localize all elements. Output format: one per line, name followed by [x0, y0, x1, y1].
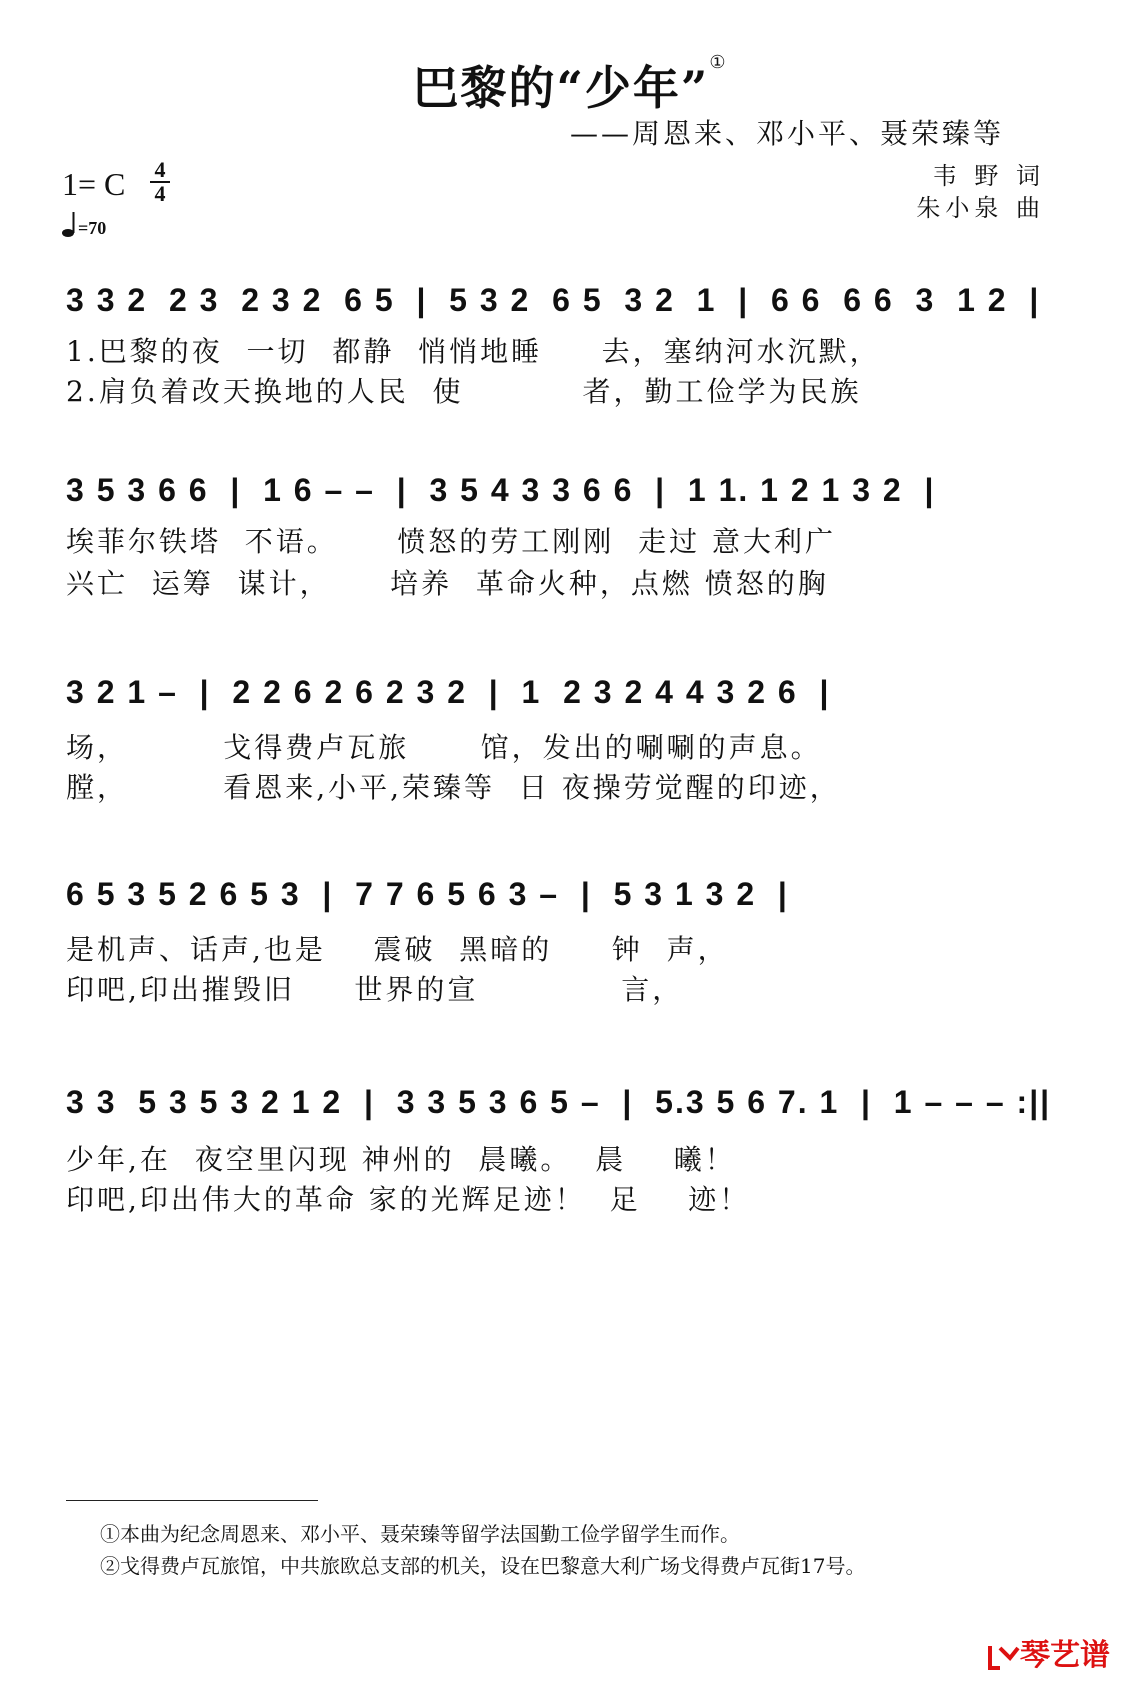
lyric-verse2-line-1: 2.肩负着改天换地的人民 使 者，勤工俭学为民族 [66, 375, 862, 408]
song-title: 巴黎的“少年”① [412, 52, 728, 115]
notation-line-3: 3 2 1 – | 2 2 6 2 6 2 3 2 | 1 2 3 2 4 4 3 2 6 | [66, 674, 831, 710]
title-footnote-mark: ① [709, 52, 728, 73]
lyricist-credit: 韦 野 词 [932, 162, 1045, 190]
site-logo: 琴艺谱 [986, 1630, 1110, 1674]
time-signature [150, 157, 170, 206]
song-subtitle: ——周恩来、邓小平、聂荣臻等 [570, 117, 1005, 150]
logo-mark-icon [986, 1642, 1020, 1672]
notation-line-4: 6 5 3 5 2 6 5 3 | 7 7 6 5 6 3 – | 5 3 1 3 2 | [66, 876, 789, 912]
lyric-verse2-line-5: 印吧,印出伟大的革命 家的光辉足迹！ 足 迹！ [66, 1183, 751, 1216]
lyric-verse2-line-2: 兴亡 运筹 谋计， 培养 革命火种，点燃 愤怒的胸 [66, 567, 829, 600]
notation-line-2: 3 5 3 6 6 | 1 6 – – | 3 5 4 3 3 6 6 | 1 1. 1 2 1 3 2 | [66, 472, 936, 508]
lyric-verse1-line-2: 埃菲尔铁塔 不语。 愤怒的劳工刚刚 走过 意大利广 [66, 525, 837, 558]
footnote-2: ②戈得费卢瓦旅馆，中共旅欧总支部的机关，设在巴黎意大利广场戈得费卢瓦街17号。 [100, 1554, 866, 1578]
composer-credit: 朱小泉 曲 [916, 194, 1045, 222]
lyric-verse2-line-3: 膛， 看恩来,小平,荣臻等 日 夜操劳觉醒的印迹， [66, 771, 841, 804]
lyric-verse1-line-3: 场， 戈得费卢瓦旅 馆，发出的唰唰的声息。 [66, 731, 822, 764]
notation-line-1: 3 3 2 2 3 2 3 2 6 5 | 5 3 2 6 5 3 2 1 | 6 6 6 6 3 1 2 | [66, 282, 1041, 318]
footnote-1: ①本曲为纪念周恩来、邓小平、聂荣臻等留学法国勤工俭学留学生而作。 [100, 1522, 740, 1546]
lyric-verse1-line-5: 少年,在 夜空里闪现 神州的 晨曦。 晨 曦！ [66, 1143, 736, 1176]
quarter-note-icon [62, 212, 78, 238]
lyric-verse2-line-4: 印吧,印出摧毁旧 世界的宣 言， [66, 973, 684, 1006]
meter-bottom: 4 [154, 181, 166, 206]
key-signature: 1= C [62, 166, 126, 202]
lyric-verse1-line-4: 是机声、话声,也是 震破 黑暗的 钟 声， [66, 933, 729, 966]
notation-line-5: 3 3 5 3 5 3 2 1 2 | 3 3 5 3 6 5 – | 5.3 5 6 7. 1 | 1 – – – :|| [66, 1084, 1052, 1120]
meter-top: 4 [154, 157, 166, 182]
lyric-verse1-line-1: 1.巴黎的夜 一切 都静 悄悄地睡 去，塞纳河水沉默， [66, 335, 881, 368]
footnote-divider [66, 1500, 318, 1501]
tempo-marking: =70 [62, 212, 106, 239]
